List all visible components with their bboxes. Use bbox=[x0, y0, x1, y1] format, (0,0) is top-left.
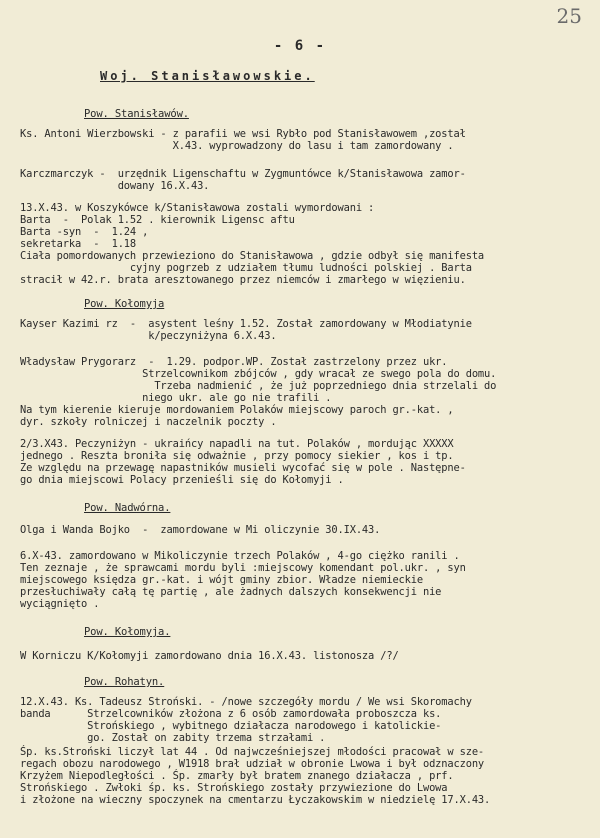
text-line: W Korniczu K/Kołomyji zamordowano dnia 16.X.43. listonosza /?/ bbox=[20, 650, 399, 662]
text-line: 6.X-43. zamordowano w Mikoliczynie trzech Polaków , 4-go ciężko ranili . bbox=[20, 550, 460, 562]
text-line: Ten zeznaje , że sprawcami mordu byli :miejscowy komendant pol.ukr. , syn bbox=[20, 562, 466, 574]
section-heading: Pow. Nadwórna. bbox=[84, 502, 171, 514]
text-line: banda Strzelcowników złożona z 6 osób zamordowała proboszcza ks. bbox=[20, 708, 442, 720]
section-heading: Pow. Stanisławów. bbox=[84, 108, 189, 120]
text-line: Władysław Prygorarz - 1.29. podpor.WP. Został zastrzelony przez ukr. bbox=[20, 356, 448, 368]
section-heading: Pow. Rohatyn. bbox=[84, 676, 165, 688]
text-line: przesłuchiwały całą tę partię , ale żadnych dalszych konsekwencji nie bbox=[20, 586, 442, 598]
text-line: k/peczyniżyna 6.X.43. bbox=[20, 330, 277, 342]
text-line: 12.X.43. Ks. Tadeusz Stroński. - /nowe szczegóły mordu / We wsi Skoromachy bbox=[20, 696, 472, 708]
page-number: - 6 - bbox=[273, 38, 327, 54]
section-heading: Pow. Kołomyja. bbox=[84, 626, 171, 638]
text-line: Strońskiego , wybitnego działacza narodowego i katolickie- bbox=[20, 720, 442, 732]
text-line: dyr. szkoły rolniczej i naczelnik poczty . bbox=[20, 416, 277, 428]
text-line: niego ukr. ale go nie trafili . bbox=[20, 392, 332, 404]
text-line: Ze względu na przewagę napastników musieli wycofać się w pole . Następne- bbox=[20, 462, 466, 474]
text-line: 2/3.X43. Peczyniżyn - ukraińcy napadli na tut. Polaków , mordując XXXXX bbox=[20, 438, 454, 450]
text-line: go. Został on zabity trzema strzałami . bbox=[20, 732, 326, 744]
text-line: miejscowego księdza gr.-kat. i wójt gminy zbior. Władze niemieckie bbox=[20, 574, 423, 586]
text-line: Barta -syn - 1.24 , bbox=[20, 226, 149, 238]
text-line: Krzyżem Niepodległości . Śp. zmarły był bratem znanego działacza , prf. bbox=[20, 770, 454, 782]
text-line: Olga i Wanda Bojko - zamordowane w Mi oliczynie 30.IX.43. bbox=[20, 524, 381, 536]
text-line: Barta - Polak 1.52 . kierownik Ligensc aftu bbox=[20, 214, 295, 226]
text-line: cyjny pogrzeb z udziałem tłumu ludności polskiej . Barta bbox=[20, 262, 472, 274]
text-line: Na tym kierenie kieruje mordowaniem Polaków miejscowy paroch gr.-kat. , bbox=[20, 404, 454, 416]
text-line: wyciągnięto . bbox=[20, 598, 100, 610]
text-line: Ks. Antoni Wierzbowski - z parafii we wsi Rybło pod Stanisławowem ,został bbox=[20, 128, 466, 140]
text-line: regach obozu narodowego , W1918 brał udział w obronie Lwowa i był odznaczony bbox=[20, 758, 485, 770]
text-line: Strońskiego . Zwłoki śp. ks. Strońskiego zostały przywiezione do Lwowa bbox=[20, 782, 448, 794]
section-heading: Pow. Kołomyja bbox=[84, 298, 165, 310]
text-line: X.43. wyprowadzony do lasu i tam zamordowany . bbox=[20, 140, 454, 152]
text-line: 13.X.43. w Koszykówce k/Stanisławowa zostali wymordowani : bbox=[20, 202, 375, 214]
text-line: Śp. ks.Stroński liczył lat 44 . Od najwcześniejszej młodości pracował w sze- bbox=[20, 746, 485, 758]
text-line: dowany 16.X.43. bbox=[20, 180, 210, 192]
archive-page-number: 25 bbox=[556, 4, 582, 28]
text-line: Trzeba nadmienić , że już poprzedniego dnia strzelali do bbox=[20, 380, 497, 392]
document-title: Woj. Stanisławowskie. bbox=[100, 69, 315, 83]
text-line: jednego . Reszta broniła się odważnie , przy pomocy siekier , kos i tp. bbox=[20, 450, 454, 462]
text-line: stracił w 42.r. brata aresztowanego przez niemców i zmarłego w więzieniu. bbox=[20, 274, 466, 286]
text-line: Kayser Kazimi rz - asystent leśny 1.52. Został zamordowany w Młodiatynie bbox=[20, 318, 472, 330]
text-line: sekretarka - 1.18 bbox=[20, 238, 137, 250]
text-line: i złożone na wieczny spoczynek na cmentarzu Łyczakowskim w niedzielę 17.X.43. bbox=[20, 794, 491, 806]
text-line: Ciała pomordowanych przewieziono do Stanisławowa , gdzie odbył się manifesta bbox=[20, 250, 485, 262]
text-line: go dnia miejscowi Polacy przenieśli się do Kołomyji . bbox=[20, 474, 344, 486]
text-line: Karczmarczyk - urzędnik Ligenschaftu w Zygmuntówce k/Stanisławowa zamor- bbox=[20, 168, 466, 180]
text-line: Strzelcownikom zbójców , gdy wracał ze swego pola do domu. bbox=[20, 368, 497, 380]
